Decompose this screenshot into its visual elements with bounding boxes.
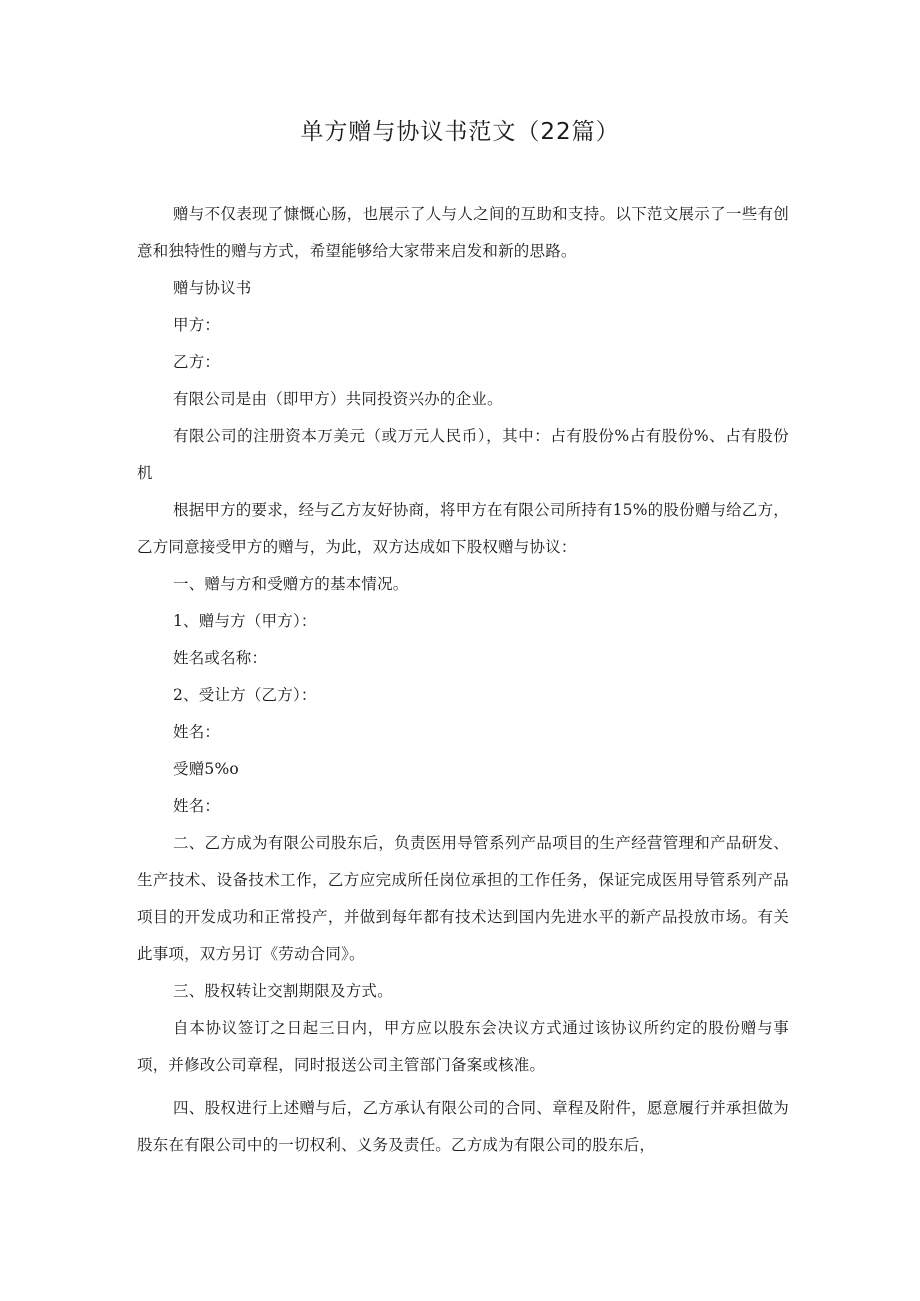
donor-line: 1、赠与方（甲方）： xyxy=(173,612,317,630)
agreement-heading: 赠与协议书 xyxy=(173,279,252,297)
section-2-paragraph: 二、乙方成为有限公司股东后，负责医用导管系列产品项目的生产经营管理和产品研发、生产技术、设备技术工作，乙方应完成所任岗位承担的工作任务，保证完成医用导管系列产品项目的开发成功和正常投产，并做到每年都有技术达到国内先进水平的新产品投放市场。有关此事项，双方另订《劳动合同》。 xyxy=(137,834,789,963)
capital-paragraph: 有限公司的注册资本万美元（或万元人民币），其中：占有股份%占有股份%、占有股份机 xyxy=(137,427,789,482)
recipient-line: 2、受让方（乙方）： xyxy=(173,686,317,704)
recipient-name-line: 姓名： xyxy=(173,723,221,741)
section-3-heading: 三、股权转让交割期限及方式。 xyxy=(173,982,393,1000)
party-a-line: 甲方： xyxy=(173,316,221,334)
section-4-paragraph: 四、股权进行上述赠与后，乙方承认有限公司的合同、章程及附件，愿意履行并承担做为股东在有限公司中的一切权利、义务及责任。乙方成为有限公司的股东后， xyxy=(137,1099,789,1154)
document-body xyxy=(137,196,789,1164)
company-paragraph: 有限公司是由（即甲方）共同投资兴办的企业。 xyxy=(173,390,503,408)
share-line: 受赠5%o xyxy=(173,760,239,778)
intro-paragraph: 赠与不仅表现了慷慨心肠，也展示了人与人之间的互助和支持。以下范文展示了一些有创意和独特性的赠与方式，希望能够给大家带来启发和新的思路。 xyxy=(137,205,789,260)
delivery-paragraph: 自本协议签订之日起三日内，甲方应以股东会决议方式通过该协议所约定的股份赠与事项，并修改公司章程，同时报送公司主管部门备案或核准。 xyxy=(137,1019,789,1074)
party-b-line: 乙方： xyxy=(173,353,221,371)
section-1-heading: 一、赠与方和受赠方的基本情况。 xyxy=(173,575,409,593)
name-line: 姓名： xyxy=(173,797,221,815)
donor-name-line: 姓名或名称： xyxy=(173,649,268,667)
document-title: 单方赠与协议书范文（22篇） xyxy=(300,119,620,145)
transfer-paragraph: 根据甲方的要求，经与乙方友好协商，将甲方在有限公司所持有15%的股份赠与给乙方，乙方同意接受甲方的赠与，为此，双方达成如下股权赠与协议： xyxy=(137,501,789,556)
